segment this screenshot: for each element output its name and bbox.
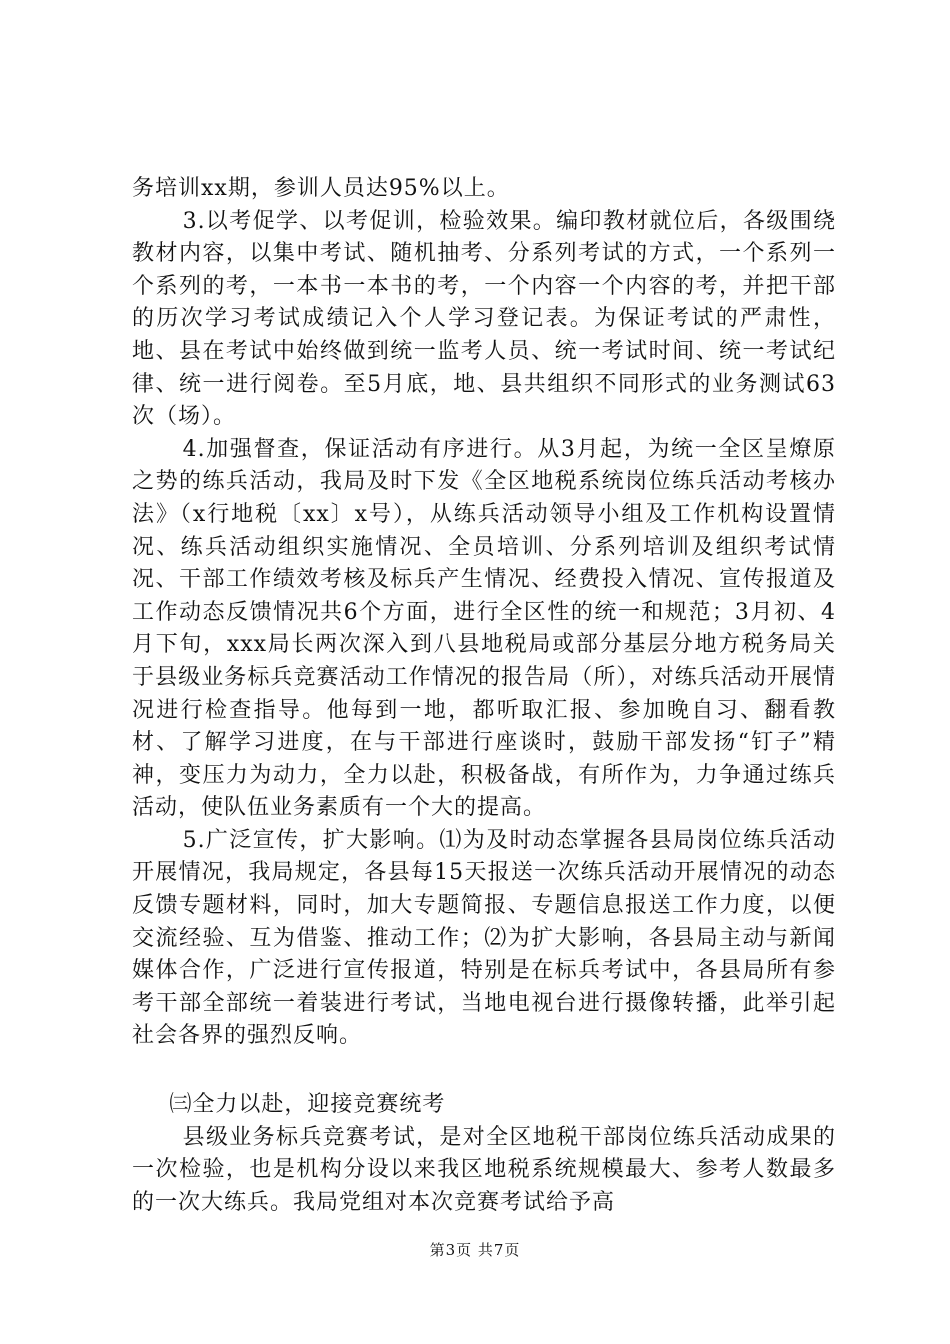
- document-body: [132, 173, 836, 1219]
- section-heading: ㈢全力以赴，迎接竞赛统考: [169, 1092, 446, 1118]
- paragraph-closing: 县级业务标兵竞赛考试，是对全区地税干部岗位练兵活动成果的一次检验，也是机构分设以来我区地税系统规模最大、参考人数最多的一次大练兵。我局党组对本次竞赛考试给予高: [132, 1124, 836, 1215]
- paragraph-item-5: 5.广泛宣传，扩大影响。⑴为及时动态掌握各县局岗位练兵活动开展情况，我局规定，各县每15天报送一次练兵活动开展情况的动态反馈专题材料，同时，加大专题简报、专题信息报送工作力度，以便交流经验、互为借鉴、推动工作；⑵为扩大影响，各县局主动与新闻媒体合作，广泛进行宣传报道，特别是在标兵考试中，各县局所有参考干部全部统一着装进行考试，当地电视台进行摄像转播，此举引起社会各界的强烈反响。: [132, 827, 836, 1049]
- paragraph-continuation: 务培训xx期，参训人员达95%以上。: [132, 176, 510, 201]
- page-number-footer: 第3页 共7页: [429, 1241, 521, 1259]
- paragraph-item-3: 3.以考促学、以考促训，检验效果。编印教材就位后，各级围绕教材内容，以集中考试、随机抽考、分系列考试的方式，一个系列一个系列的考，一本书一本书的考，一个内容一个内容的考，并把干部的历次学习考试成绩记入个人学习登记表。为保证考试的严肃性，地、县在考试中始终做到统一监考人员、统一考试时间、统一考试纪律、统一进行阅卷。至5月底，地、县共组织不同形式的业务测试63次（场）。: [132, 208, 836, 430]
- paragraph-item-4: 4.加强督查，保证活动有序进行。从3月起，为统一全区呈燎原之势的练兵活动，我局及时下发《全区地税系统岗位练兵活动考核办法》（x行地税〔xx〕x号），从练兵活动领导小组及工作机构设置情况、练兵活动组织实施情况、全员培训、分系列培训及组织考试情况、干部工作绩效考核及标兵产生情况、经费投入情况、宣传报道及工作动态反馈情况共6个方面，进行全区性的统一和规范；3月初、4月下旬，xxx局长两次深入到八县地税局或部分基层分地方税务局关于县级业务标兵竞赛活动工作情况的报告局（所），对练兵活动开展情况进行检查指导。他每到一地，都听取汇报、参加晚自习、翻看教材、了解学习进度，在与干部进行座谈时，鼓励干部发扬“钉子”精神，变压力为动力，全力以赴，积极备战，有所作为，力争通过练兵活动，使队伍业务素质有一个大的提高。: [132, 436, 836, 821]
